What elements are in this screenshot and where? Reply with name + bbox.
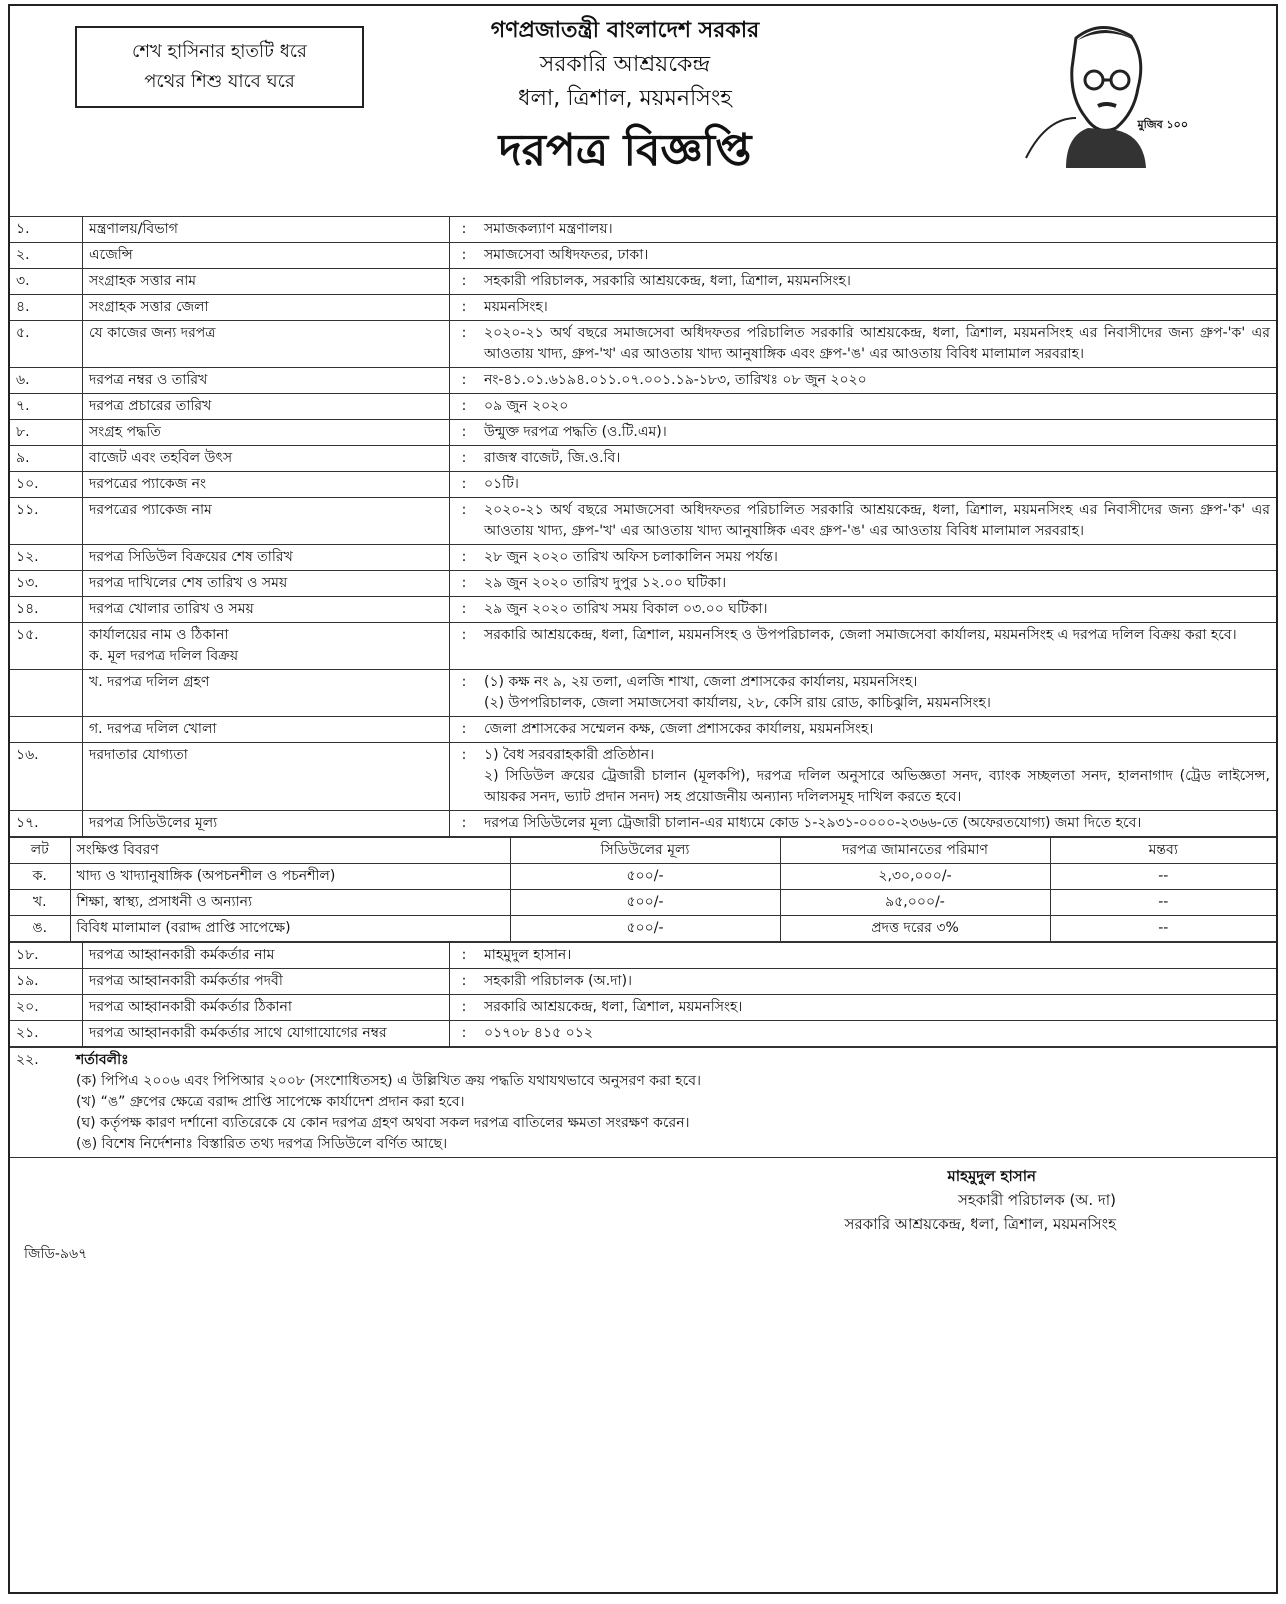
table-row (10, 623, 1276, 670)
lot-row (10, 864, 1276, 890)
lot-description: বিবিধ মালামাল (বরাদ্দ প্রাপ্তি সাপেক্ষে) (70, 916, 510, 942)
row-label: দরপত্র নম্বর ও তারিখ (83, 368, 450, 394)
lot-description: খাদ্য ও খাদ্যানুষাঙ্গিক (অপচনশীল ও পচনশীল) (70, 864, 510, 890)
row-number: ২. (10, 243, 83, 269)
row-number: ৬. (10, 368, 83, 394)
table-row (10, 321, 1276, 368)
row-value: নং-৪১.০১.৬১৯৪.০১১.০৭.০০১.১৯-১৮৩, তারিখঃ ০৮ জুন ২০২০ (478, 368, 1276, 394)
table-row (10, 969, 1276, 995)
row-label: বাজেট এবং তহবিল উৎস (83, 446, 450, 472)
table-row (10, 811, 1276, 837)
row-colon: : (450, 743, 479, 811)
office-name: সরকারি আশ্রয়কেন্দ্র (539, 52, 711, 77)
row-colon: : (450, 472, 479, 498)
lot-code: ক. (10, 864, 70, 890)
page-title: দরপত্র বিজ্ঞপ্তি (498, 125, 752, 176)
terms-item: (ঙ) বিশেষ নির্দেশনাঃ বিস্তারিত তথ্য দরপত্র সিডিউলে বর্ণিত আছে। (76, 1136, 448, 1152)
row-value: সহকারী পরিচালক (অ.দা)। (478, 969, 1276, 995)
row-value: (১) কক্ষ নং ৯, ২য় তলা, এলজি শাখা, জেলা প্রশাসকের কার্যালয়, ময়মনসিংহ। (২) উপপরিচালক, জেলা সমাজসেবা কার্যালয়, ২৮, কেসি রায় রোড, কাচিঝুলি, ময়মনসিংহ। (478, 670, 1276, 717)
lot-remark: -- (1050, 890, 1276, 916)
row-number: ১০. (10, 472, 83, 498)
row-number: ৪. (10, 295, 83, 321)
row-colon: : (450, 545, 479, 571)
lot-code: খ. (10, 890, 70, 916)
row-value: ০১টি। (478, 472, 1276, 498)
lot-price: ৫০০/- (510, 916, 780, 942)
row-label: সংগ্রাহক সত্তার নাম (83, 269, 450, 295)
row-colon: : (450, 295, 479, 321)
portrait-illustration-icon (1006, 18, 1196, 168)
signatory-address: সরকারি আশ্রয়কেন্দ্র, ধলা, ত্রিশাল, ময়মনসিংহ (844, 1215, 1116, 1233)
row-number: ১. (10, 217, 83, 243)
row-value: সরকারি আশ্রয়কেন্দ্র, ধলা, ত্রিশাল, ময়মনসিংহ। (478, 995, 1276, 1021)
table-row (10, 269, 1276, 295)
row-number: ৯. (10, 446, 83, 472)
row-colon: : (450, 811, 479, 837)
lot-row (10, 916, 1276, 942)
row-number: ১৬. (10, 743, 83, 811)
slogan-line-1: শেখ হাসিনার হাতটি ধরে (132, 41, 307, 62)
row-number: ৭. (10, 394, 83, 420)
row-colon: : (450, 394, 479, 420)
row-number: ৫. (10, 321, 83, 368)
row-label: দরপত্রের প্যাকেজ নাম (83, 498, 450, 545)
slogan-box (75, 26, 364, 108)
row-label: দরপত্র আহ্বানকারী কর্মকর্তার সাথে যোগাযোগের নম্বর (83, 1021, 450, 1047)
row-colon: : (450, 243, 479, 269)
row-value: ময়মনসিংহ। (478, 295, 1276, 321)
row-colon: : (450, 446, 479, 472)
row-colon: : (450, 217, 479, 243)
row-label: দরপত্রের প্যাকেজ নং (83, 472, 450, 498)
header (10, 6, 1276, 216)
lot-remark: -- (1050, 864, 1276, 890)
lot-code: ঙ. (10, 916, 70, 942)
lot-row (10, 890, 1276, 916)
table-row (10, 743, 1276, 811)
row-value: ২০২০-২১ অর্থ বছরে সমাজসেবা অধিদফতর পরিচালিত সরকারি আশ্রয়কেন্দ্র, ধলা, ত্রিশাল, ময়মনসিংহ এর নিবাসীদের জন্য গ্রুপ-'ক' এর আওতায় খাদ্য, গ্রুপ-'খ' এর আওতায় খাদ্য আনুষাঙ্গিক এবং গ্রুপ-'ঙ' এর আওতায় বিবিধ মালামাল সরবরাহ। (478, 321, 1276, 368)
lot-header-cell: লট (10, 838, 70, 864)
lot-header-row (10, 838, 1276, 864)
terms-row (10, 1048, 1276, 1158)
table-row (10, 597, 1276, 623)
row-value: ২৯ জুন ২০২০ তারিখ সময় বিকাল ০৩.০০ ঘটিকা। (478, 597, 1276, 623)
table-row (10, 943, 1276, 969)
row-label: খ. দরপত্র দলিল গ্রহণ (83, 670, 450, 717)
row-value: সহকারী পরিচালক, সরকারি আশ্রয়কেন্দ্র, ধলা, ত্রিশাল, ময়মনসিংহ। (478, 269, 1276, 295)
table-row (10, 420, 1276, 446)
table-row (10, 995, 1276, 1021)
row-colon: : (450, 943, 479, 969)
table-row (10, 394, 1276, 420)
row-label: গ. দরপত্র দলিল খোলা (83, 717, 450, 743)
row-colon: : (450, 571, 479, 597)
gd-code: জিডি-৯৬৭ (24, 1246, 88, 1262)
row-number: ১৮. (10, 943, 83, 969)
govt-name: গণপ্রজাতন্ত্রী বাংলাদেশ সরকার (490, 18, 760, 43)
lot-remark: -- (1050, 916, 1276, 942)
row-label: এজেন্সি (83, 243, 450, 269)
table-row (10, 368, 1276, 394)
row-label: দরপত্র সিডিউল বিক্রয়ের শেষ তারিখ (83, 545, 450, 571)
officer-table (10, 942, 1276, 1047)
row-value: ০১৭০৮ ৪১৫ ০১২ (478, 1021, 1276, 1047)
table-row (10, 498, 1276, 545)
table-row (10, 243, 1276, 269)
row-number: ২১. (10, 1021, 83, 1047)
row-number: ১৩. (10, 571, 83, 597)
row-label: যে কাজের জন্য দরপত্র (83, 321, 450, 368)
signatory-designation: সহকারী পরিচালক (অ. দা) (957, 1191, 1116, 1209)
row-label: দরপত্র আহ্বানকারী কর্মকর্তার নাম (83, 943, 450, 969)
lot-description: শিক্ষা, স্বাস্থ্য, প্রসাধনী ও অন্যান্য (70, 890, 510, 916)
row-number: ১৭. (10, 811, 83, 837)
row-colon: : (450, 995, 479, 1021)
terms-table (10, 1047, 1276, 1158)
row-value: ১) বৈধ সরবরাহকারী প্রতিষ্ঠান। ২) সিডিউল ক্রয়ের ট্রেজারী চালান (মূলকপি), দরপত্র দলিল অনুসারে অভিজ্ঞতা সনদ, ব্যাংক সচ্ছলতা সনদ, হালনাগাদ (ট্রেড লাইসেন্স, আয়কর সনদ, ভ্যাট প্রদান সনদ) সহ প্রয়োজনীয় অন্যান্য দলিলসমূহ দাখিল করতে হবে। (478, 743, 1276, 811)
row-label: দরপত্র খোলার তারিখ ও সময় (83, 597, 450, 623)
row-label: সংগ্রহ পদ্ধতি (83, 420, 450, 446)
table-row (10, 670, 1276, 717)
table-row (10, 472, 1276, 498)
header-center (390, 14, 860, 182)
row-value: দরপত্র সিডিউলের মূল্য ট্রেজারী চালান-এর মাধ্যমে কোড ১-২৯৩১-০০০০-২৩৬৬-তে (অফেরতযোগ্য) জমা দিতে হবে। (478, 811, 1276, 837)
row-number: ২০. (10, 995, 83, 1021)
row-number: ৩. (10, 269, 83, 295)
lot-security: প্রদত্ত দরের ৩% (780, 916, 1050, 942)
terms-item: (ক) পিপিএ ২০০৬ এবং পিপিআর ২০০৮ (সংশোধিতসহ) এ উল্লিখিত ক্রয় পদ্ধতি যথাযথভাবে অনুসরণ করা হবে। (76, 1073, 702, 1089)
terms-title: শর্তাবলীঃ (76, 1052, 129, 1068)
table-row (10, 545, 1276, 571)
lot-security: ৯৫,০০০/- (780, 890, 1050, 916)
row-colon: : (450, 670, 479, 717)
row-label: দরপত্র প্রচারের তারিখ (83, 394, 450, 420)
row-value: সমাজকল্যাণ মন্ত্রণালয়। (478, 217, 1276, 243)
row-colon: : (450, 597, 479, 623)
row-value: মাহমুদুল হাসান। (478, 943, 1276, 969)
lot-table (10, 837, 1276, 942)
row-colon: : (450, 420, 479, 446)
row-label: সংগ্রাহক সত্তার জেলা (83, 295, 450, 321)
row-colon: : (450, 969, 479, 995)
row-colon: : (450, 1021, 479, 1047)
lot-price: ৫০০/- (510, 890, 780, 916)
lot-header-cell: দরপত্র জামানতের পরিমাণ (780, 838, 1050, 864)
row-value: সরকারি আশ্রয়কেন্দ্র, ধলা, ত্রিশাল, ময়মনসিংহ ও উপপরিচালক, জেলা সমাজসেবা কার্যালয়, ময়মনসিংহ এ দরপত্র দলিল বিক্রয় করা হবে। (478, 623, 1276, 670)
row-number: ৮. (10, 420, 83, 446)
row-number: ১১. (10, 498, 83, 545)
table-row (10, 217, 1276, 243)
row-value: রাজস্ব বাজেট, জি.ও.বি। (478, 446, 1276, 472)
row-label: দরপত্র সিডিউলের মূল্য (83, 811, 450, 837)
terms-item: (খ) “ঙ” গ্রুপের ক্ষেত্রে বরাদ্দ প্রাপ্তি সাপেক্ষে কার্যাদেশ প্রদান করা হবে। (76, 1094, 465, 1110)
terms-item: (ঘ) কর্তৃপক্ষ কারণ দর্শানো ব্যতিরেকে যে কোন দরপত্র গ্রহণ অথবা সকল দরপত্র বাতিলের ক্ষমতা সংরক্ষণ করেন। (76, 1115, 690, 1131)
signature-block (845, 1164, 1116, 1236)
table-row (10, 571, 1276, 597)
row-value: উন্মুক্ত দরপত্র পদ্ধতি (ও.টি.এম)। (478, 420, 1276, 446)
row-number: ১৯. (10, 969, 83, 995)
tender-notice-page (8, 4, 1278, 1594)
table-row (10, 717, 1276, 743)
footer (10, 1158, 1276, 1278)
row-label: দরদাতার যোগ্যতা (83, 743, 450, 811)
lot-security: ২,৩০,০০০/- (780, 864, 1050, 890)
table-row (10, 1021, 1276, 1047)
row-number: ১৪. (10, 597, 83, 623)
row-colon: : (450, 498, 479, 545)
row-value: জেলা প্রশাসকের সম্মেলন কক্ষ, জেলা প্রশাসকের কার্যালয়, ময়মনসিংহ। (478, 717, 1276, 743)
row-number: ২২. (10, 1048, 70, 1158)
row-value: ২৯ জুন ২০২০ তারিখ দুপুর ১২.০০ ঘটিকা। (478, 571, 1276, 597)
row-colon: : (450, 623, 479, 670)
signatory-name: মাহমুদুল হাসান (947, 1167, 1036, 1185)
row-value: ০৯ জুন ২০২০ (478, 394, 1276, 420)
table-row (10, 295, 1276, 321)
row-number: ১৫. (10, 623, 83, 670)
terms-content (70, 1048, 1276, 1158)
row-value: ২৮ জুন ২০২০ তারিখ অফিস চলাকালিন সময় পর্যন্ত। (478, 545, 1276, 571)
office-location: ধলা, ত্রিশাল, ময়মনসিংহ (518, 86, 732, 111)
row-colon: : (450, 269, 479, 295)
row-colon: : (450, 368, 479, 394)
row-label: কার্যালয়ের নাম ও ঠিকানা ক. মূল দরপত্র দলিল বিক্রয় (83, 623, 450, 670)
tender-info-table (10, 216, 1276, 837)
slogan-line-2: পথের শিশু যাবে ঘরে (144, 71, 295, 92)
row-label: দরপত্র আহ্বানকারী কর্মকর্তার ঠিকানা (83, 995, 450, 1021)
row-colon: : (450, 321, 479, 368)
lot-header-cell: সিডিউলের মূল্য (510, 838, 780, 864)
row-colon: : (450, 717, 479, 743)
row-label: দরপত্র দাখিলের শেষ তারিখ ও সময় (83, 571, 450, 597)
row-value: ২০২০-২১ অর্থ বছরে সমাজসেবা অধিদফতর পরিচালিত সরকারি আশ্রয়কেন্দ্র, ধলা, ত্রিশাল, ময়মনসিংহ এর নিবাসীদের জন্য গ্রুপ-'ক' এর আওতায় খাদ্য, গ্রুপ-'খ' এর আওতায় খাদ্য আনুষাঙ্গিক এবং গ্রুপ-'ঙ' এর আওতায় বিবিধ মালামাল সরবরাহ। (478, 498, 1276, 545)
row-number: ১২. (10, 545, 83, 571)
row-value: সমাজসেবা অধিদফতর, ঢাকা। (478, 243, 1276, 269)
mujib-100-logo: মুজিব ১০০ (1137, 118, 1188, 131)
row-label: দরপত্র আহ্বানকারী কর্মকর্তার পদবী (83, 969, 450, 995)
row-label: মন্ত্রণালয়/বিভাগ (83, 217, 450, 243)
lot-price: ৫০০/- (510, 864, 780, 890)
lot-header-cell: সংক্ষিপ্ত বিবরণ (70, 838, 510, 864)
lot-header-cell: মন্তব্য (1050, 838, 1276, 864)
table-row (10, 446, 1276, 472)
